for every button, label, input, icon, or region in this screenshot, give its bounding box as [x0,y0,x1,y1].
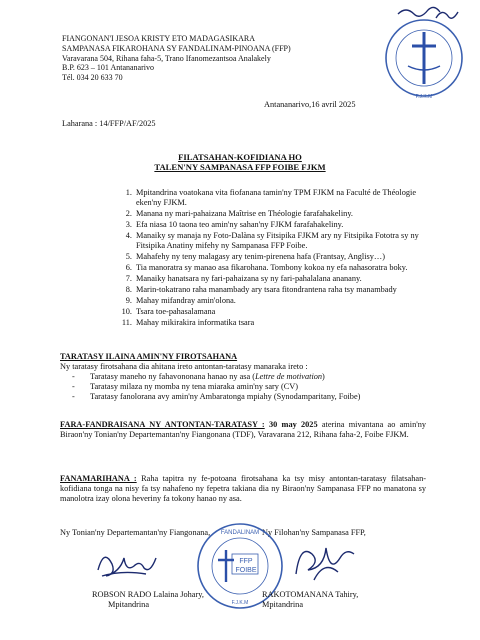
left-signatory [92,590,204,610]
list-item: 4. Manaiky sy manaja ny Foto-Dalàna sy Fitsipika FJKM ary ny Fitsipika Fototra sy ny Fitsipika Anatiny mifehy ny Sampanasa FFP Foibe. [125,231,419,251]
title-line-1: FILATSAHAN-KOFIDIANA HO [178,152,302,162]
right-signatory-title: Mpitandrina [262,599,304,609]
right-signatory-role: Ny Filohan'ny Sampanasa FFP, [262,528,366,537]
list-item: 1. Mpitandrina voatokana vita fiofanana tamin'ny TPM FJKM na Faculté de Théologie eken'ny FJKM. [125,188,416,207]
header-address-block [62,34,291,83]
left-signatory-name: ROBSON RADO Lalaina Johary, [92,590,204,599]
org-line: Varavarana 504, Rihana faha-5, Trano Ifanomezantsoa Analakely [62,53,271,63]
list-item: 3. Efa niasa 10 taona teo amin'ny sahan'ny FJKM farafahakeliny. [125,220,344,230]
left-signatory-role: Ny Tonian'ny Departemantan'ny Fiangonana, [60,528,211,537]
svg-text:F.J.K.M: F.J.K.M [415,94,433,100]
svg-text:FANDALINAM: FANDALINAM [220,530,260,536]
document-date: Antananarivo,16 avril 2025 [264,100,356,109]
left-signature [92,540,162,586]
list-item: - Taratasy fanolorana avy amin'ny Ambaratonga mpiahy (Synodamparitany, Foibe) [60,392,430,402]
org-line: FIANGONAN'I JESOA KRISTY ETO MADAGASIKARA [62,34,256,43]
list-item: 7. Manaiky hanatsara ny fari-pahaizana sy ny fari-pahalalana ananany. [125,274,362,284]
document-title [60,152,420,173]
note-text: Raha tapitra ny fe-potoana firotsahana ka tsy misy antontan-taratasy filatsahan-kofidiana tonga na nisy fa tsy nahafeno ny fepetra takiana dia ny Biraon'ny Sampanasa FFP no manatona sy manolotra izay olona heveriny fa tokony hanao ny asa. [60,474,426,503]
list-item: 6. Tia manoratra sy manao asa fikarohana. Tombony kokoa ny efa nahasoratra boky. [125,263,408,273]
org-line: Tél. 034 20 633 70 [62,73,123,82]
right-signatory-name: RAKOTOMANANA Tahiry, [262,590,359,599]
left-signatory-title: Mpitandrina [108,599,150,609]
note-paragraph [60,474,426,504]
list-item: 8. Marin-tokatrano raha manambady ary tsara fitondrantena raha tsy manambady [125,285,397,295]
svg-text:F.J.K.M: F.J.K.M [231,600,249,606]
list-item: 2. Manana ny mari-pahaizana Maîtrise en Théologie farafahakeliny. [125,209,354,218]
right-signatory [262,590,358,610]
org-line: SAMPANASA FIKAROHANA SY FANDALINAM-PINOANA (FFP) [62,43,291,53]
fjkm-stamp-logo [378,4,470,102]
deadline-label: FARA-FANDRAISANA NY ANTONTAN-TARATASY : [60,420,265,429]
svg-text:FFP: FFP [239,558,253,565]
list-item: 5. Mahafehy ny teny malagasy ary tenim-pirenena hafa (Frantsay, Anglisy…) [125,252,385,262]
list-item: 9. Mahay mifandray amin'olona. [125,296,236,306]
svg-text:FOIBE: FOIBE [235,567,257,574]
deadline-date: 30 may 2025 [268,420,318,429]
list-item: 11. Mahay mikirakira informatika tsara [121,318,255,328]
org-line: B.P. 623 – 101 Antananarivo [62,63,154,73]
list-item: - Taratasy maneho ny fahavononana hanao ny asa (Lettre de motivation) [60,372,430,382]
required-documents-section [60,352,430,402]
list-item: - Taratasy milaza ny momba ny tena miaraka amin'ny sary (CV) [60,382,430,392]
criteria-list [102,188,432,329]
list-item: 10. Tsara toe-pahasalamana [121,307,216,317]
note-label: FANAMARIHANA : [60,474,137,483]
section-heading: TARATASY ILAINA AMIN'NY FIROTSAHANA [60,352,238,361]
deadline-text: aterina mivantana ao amin'ny Biraon'ny Tonian'ny Departemantan'ny Fiangonana (TDF), Varavarana 212, Rihana faha-2, Foibe FJKM. [60,420,427,439]
reference-number: Laharana : 14/FFP/AF/2025 [62,119,156,128]
deadline-paragraph [60,420,426,440]
right-signature [286,534,360,586]
section-intro: Ny taratasy firotsahana dia ahitana ireto antontan-taratasy manaraka ireto : [60,361,308,371]
title-line-2: TALEN'NY SAMPANASA FFP FOIBE FJKM [154,162,326,173]
